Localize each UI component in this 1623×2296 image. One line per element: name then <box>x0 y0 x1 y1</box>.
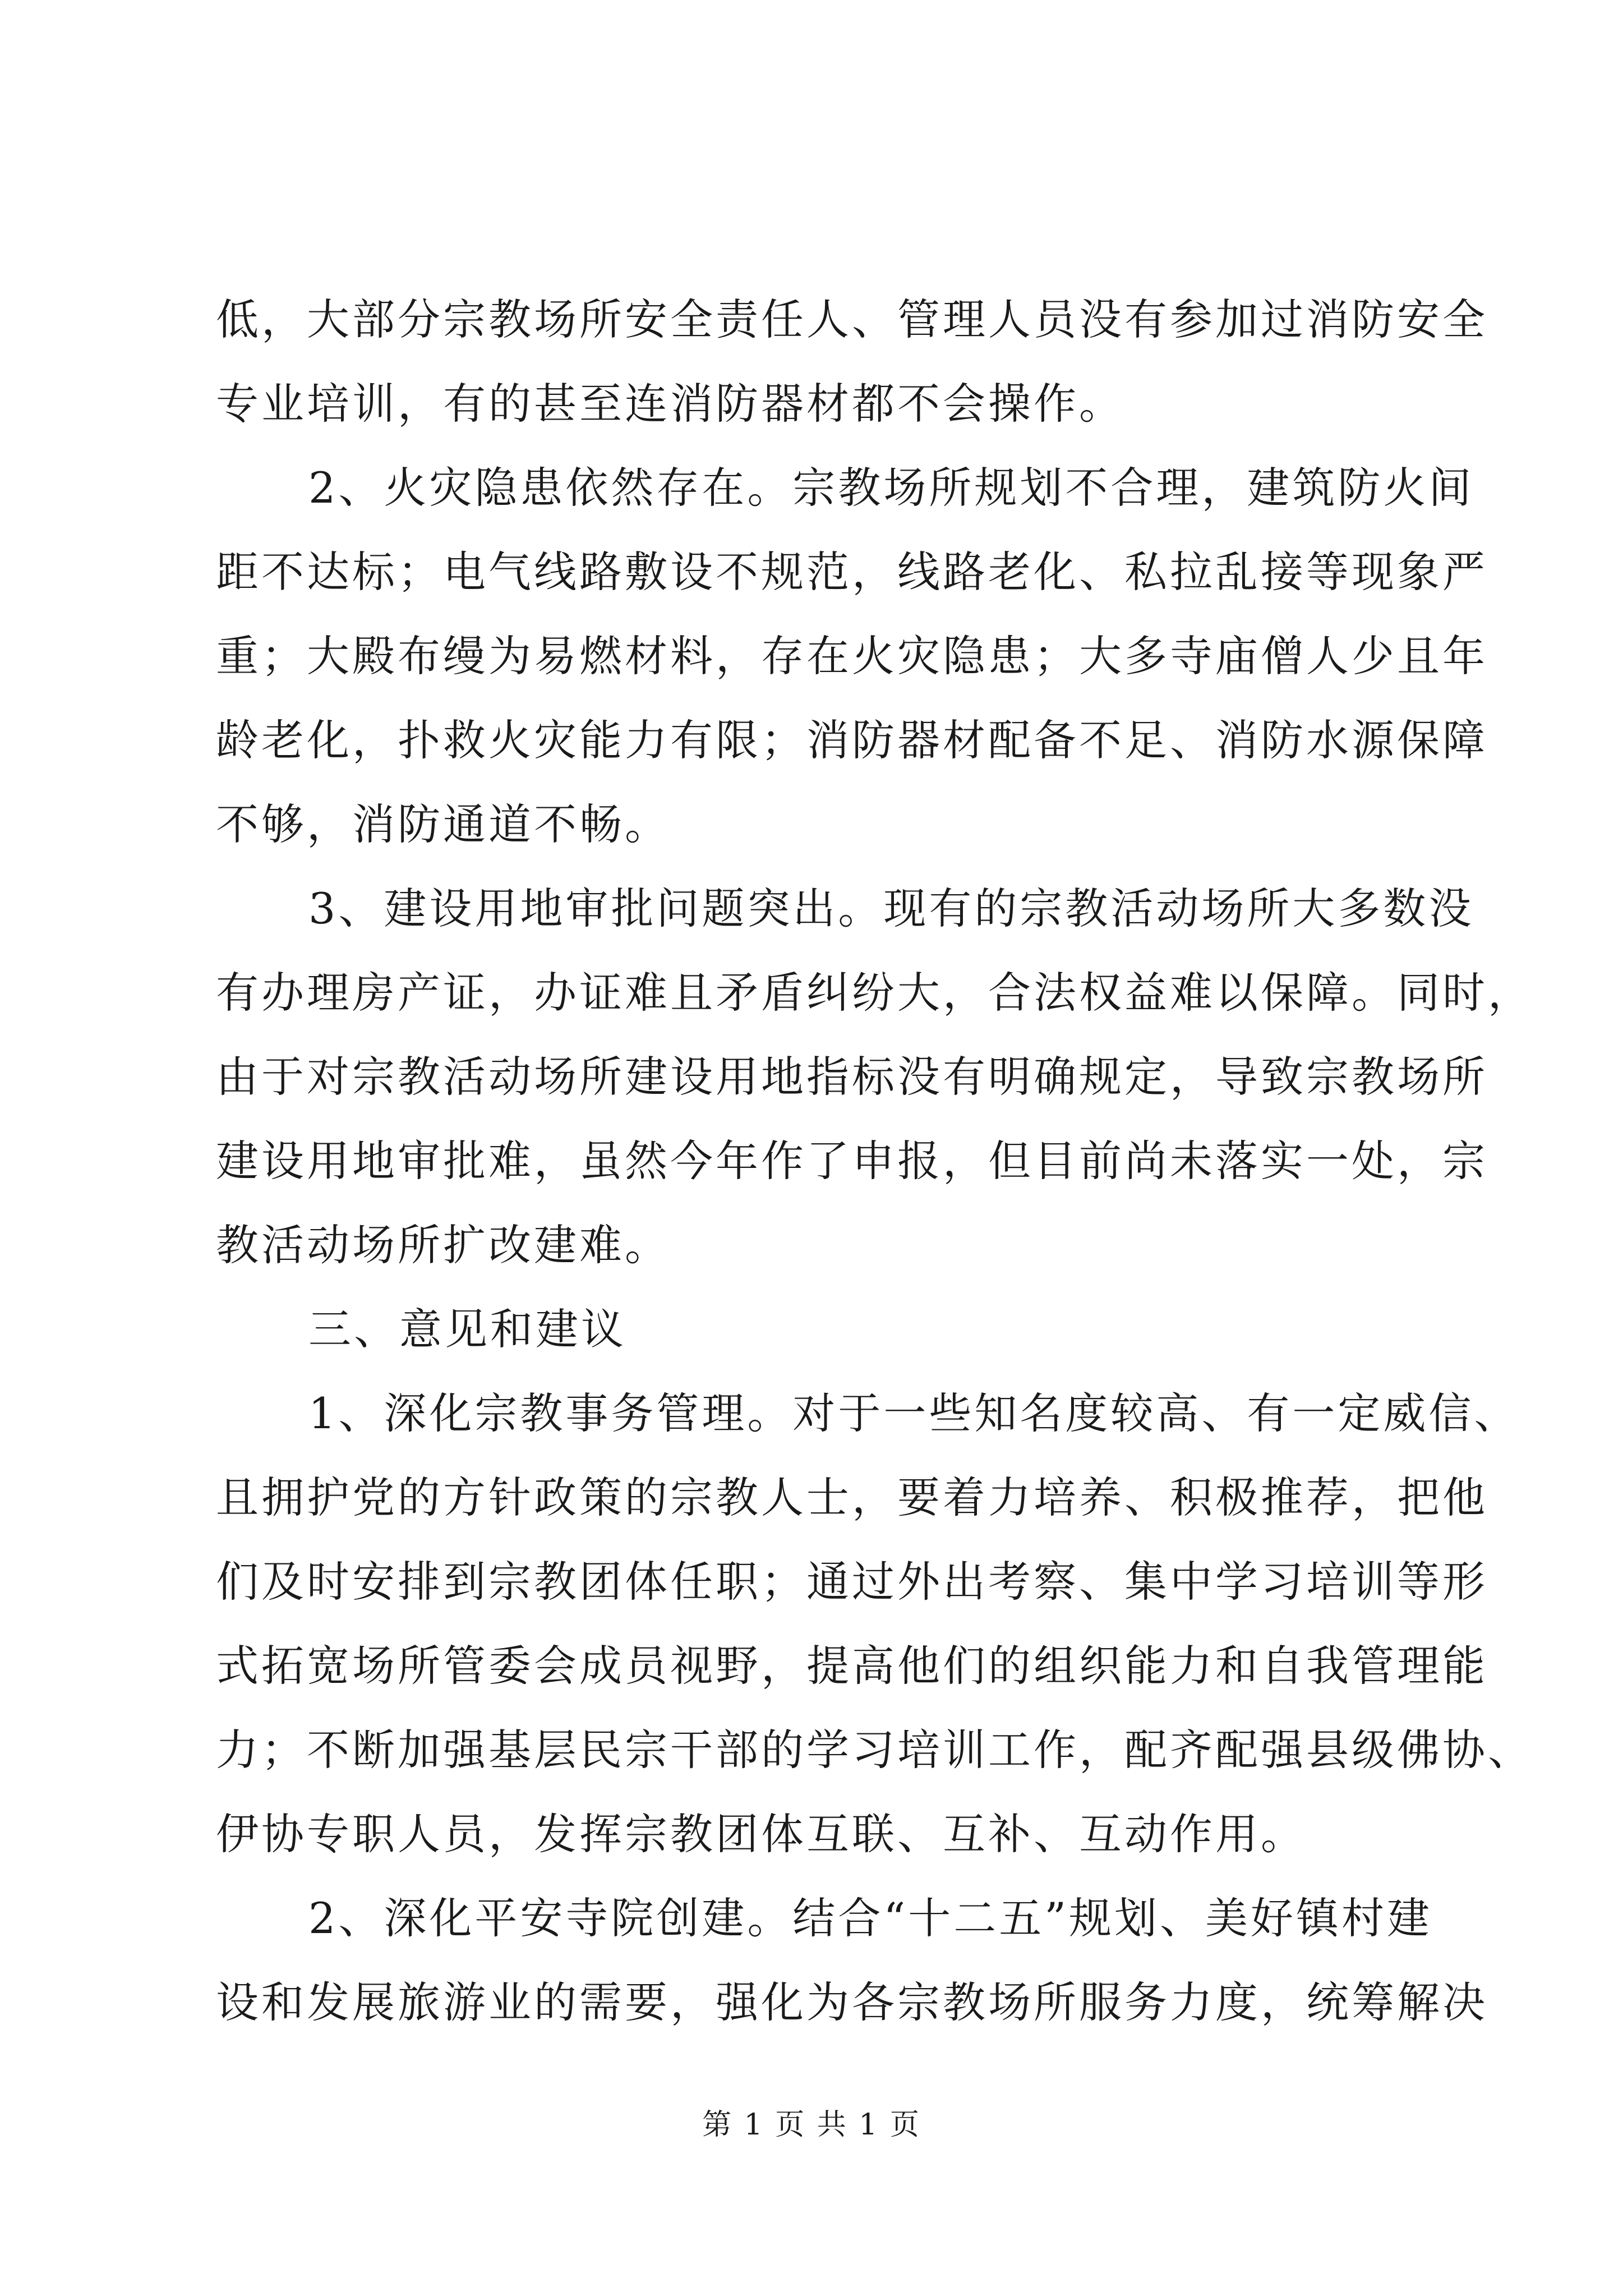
paragraph-start-line: 1、深化宗教事务管理。对于一些知名度较高、有一定威信、 <box>308 1388 1520 1438</box>
text-line: 重；大殿布缦为易燃材料，存在火灾隐患；大多寺庙僧人少且年 <box>216 631 1488 681</box>
section-heading: 三、意见和建议 <box>308 1304 626 1354</box>
text-line: 建设用地审批难，虽然今年作了申报，但目前尚未落实一处，宗 <box>216 1136 1488 1186</box>
text-line: 距不达标；电气线路敷设不规范，线路老化、私拉乱接等现象严 <box>216 547 1488 597</box>
paragraph-start-line: 2、火灾隐患依然存在。宗教场所规划不合理，建筑防火间 <box>308 463 1474 513</box>
text-line: 力；不断加强基层民宗干部的学习培训工作，配齐配强县级佛协、 <box>216 1725 1533 1775</box>
text-line: 式拓宽场所管委会成员视野，提高他们的组织能力和自我管理能 <box>216 1641 1488 1691</box>
text-line: 龄老化，扑救火灾能力有限；消防器材配备不足、消防水源保障 <box>216 715 1488 765</box>
text-line: 不够，消防通道不畅。 <box>216 799 670 849</box>
text-line: 设和发展旅游业的需要，强化为各宗教场所服务力度，统筹解决 <box>216 1977 1488 2027</box>
text-line: 专业培训，有的甚至连消防器材都不会操作。 <box>216 379 1124 429</box>
text-line: 且拥护党的方针政策的宗教人士，要着力培养、积极推荐，把他 <box>216 1473 1488 1522</box>
paragraph-start-line: 3、建设用地审批问题突出。现有的宗教活动场所大多数没 <box>308 884 1474 933</box>
text-line: 低，大部分宗教场所安全责任人、管理人员没有参加过消防安全 <box>216 295 1488 344</box>
text-line: 教活动场所扩改建难。 <box>216 1220 670 1270</box>
page-footer: 第 1 页 共 1 页 <box>702 2108 921 2142</box>
paragraph-start-line: 2、深化平安寺院创建。结合“十二五”规划、美好镇村建 <box>308 1893 1433 1943</box>
text-line: 伊协专职人员，发挥宗教团体互联、互补、互动作用。 <box>216 1809 1306 1859</box>
text-line: 有办理房产证，办证难且矛盾纠纷大，合法权益难以保障。同时， <box>216 968 1533 1018</box>
text-line: 由于对宗教活动场所建设用地指标没有明确规定，导致宗教场所 <box>216 1052 1488 1102</box>
text-line: 们及时安排到宗教团体任职；通过外出考察、集中学习培训等形 <box>216 1557 1488 1607</box>
